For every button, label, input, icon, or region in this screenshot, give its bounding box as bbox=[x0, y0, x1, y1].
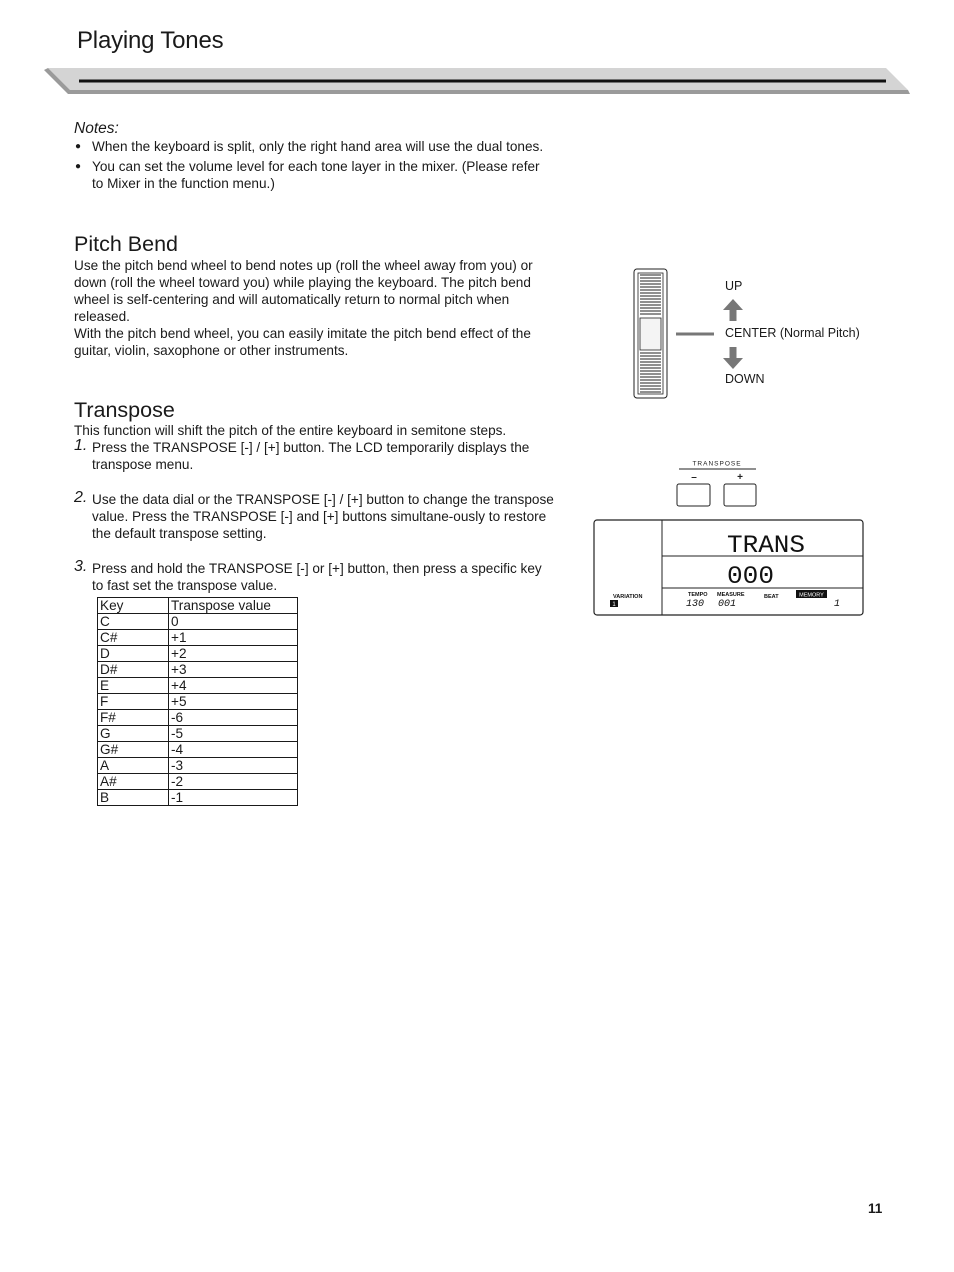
table-row bbox=[98, 742, 298, 758]
table-header-cell: Transpose value bbox=[169, 598, 298, 614]
pitch-bend-heading: Pitch Bend bbox=[74, 232, 178, 256]
transpose-value-cell: +3 bbox=[169, 662, 298, 678]
center-label: CENTER (Normal Pitch) bbox=[725, 326, 860, 340]
tempo-value: 130 bbox=[686, 599, 705, 610]
transpose-group-label: TRANSPOSE bbox=[692, 460, 742, 468]
transpose-value-cell: 0 bbox=[169, 614, 298, 630]
step-number: 1. bbox=[74, 437, 88, 454]
table-row bbox=[98, 758, 298, 774]
step-text: Press and hold the TRANSPOSE [-] or [+] button, then press a specific key to fast set the transpose value. bbox=[92, 561, 542, 593]
memory-value: 1 bbox=[834, 599, 841, 610]
pitch-bend-body bbox=[74, 257, 554, 359]
key-cell: D# bbox=[98, 662, 169, 678]
transpose-value-cell: +5 bbox=[169, 694, 298, 710]
step-number: 3. bbox=[74, 558, 88, 575]
key-cell: F bbox=[98, 694, 169, 710]
transpose-value-cell: -1 bbox=[169, 790, 298, 806]
transpose-step bbox=[74, 439, 554, 473]
transpose-value-cell: -2 bbox=[169, 774, 298, 790]
page-number: 11 bbox=[868, 1201, 883, 1216]
key-cell: C# bbox=[98, 630, 169, 646]
key-cell: G bbox=[98, 726, 169, 742]
transpose-value-cell: +1 bbox=[169, 630, 298, 646]
table-row bbox=[98, 790, 298, 806]
down-arrow-icon bbox=[723, 347, 743, 369]
notes-item: ● When the keyboard is split, only the right hand area will use the dual tones. bbox=[74, 138, 552, 155]
transpose-value-cell: -6 bbox=[169, 710, 298, 726]
variation-value: 1 bbox=[612, 602, 616, 608]
table-header-row bbox=[98, 598, 298, 614]
transpose-value-cell: -5 bbox=[169, 726, 298, 742]
table-row bbox=[98, 694, 298, 710]
header-divider-bar bbox=[44, 66, 910, 96]
table-row bbox=[98, 774, 298, 790]
key-cell: A bbox=[98, 758, 169, 774]
transpose-value-cell: -4 bbox=[169, 742, 298, 758]
lcd-line2: 000 bbox=[727, 562, 774, 591]
key-cell: G# bbox=[98, 742, 169, 758]
table-row bbox=[98, 630, 298, 646]
key-cell: A# bbox=[98, 774, 169, 790]
notes-heading: Notes: bbox=[74, 120, 119, 137]
transpose-heading: Transpose bbox=[74, 398, 175, 422]
table-row bbox=[98, 710, 298, 726]
transpose-minus-button[interactable] bbox=[677, 484, 710, 506]
transpose-plus-button[interactable] bbox=[724, 484, 756, 506]
variation-label: VARIATION bbox=[613, 594, 643, 600]
table-row bbox=[98, 646, 298, 662]
plus-label: + bbox=[737, 472, 743, 483]
memory-label: MEMORY bbox=[799, 592, 824, 599]
down-label: DOWN bbox=[725, 372, 765, 386]
key-cell: D bbox=[98, 646, 169, 662]
step-number: 2. bbox=[74, 489, 88, 506]
pitch-bend-wheel-icon bbox=[634, 269, 667, 398]
transpose-value-cell: +2 bbox=[169, 646, 298, 662]
notes-item: ● You can set the volume level for each tone layer in the mixer. (Please refer to Mixer in the function menu.) bbox=[74, 158, 552, 192]
key-cell: F# bbox=[98, 710, 169, 726]
page-title: Playing Tones bbox=[77, 27, 224, 54]
transpose-key-table bbox=[97, 597, 298, 806]
notes-list bbox=[74, 138, 552, 195]
measure-label: MEASURE bbox=[717, 592, 745, 598]
minus-label: – bbox=[691, 472, 697, 483]
transpose-value-cell: -3 bbox=[169, 758, 298, 774]
step-text: Press the TRANSPOSE [-] / [+] button. The LCD temporarily displays the transpose menu. bbox=[92, 440, 530, 472]
transpose-button-panel bbox=[674, 456, 764, 510]
up-label: UP bbox=[725, 279, 743, 293]
measure-value: 001 bbox=[718, 599, 737, 610]
lcd-display bbox=[593, 519, 865, 617]
key-cell: E bbox=[98, 678, 169, 694]
up-arrow-icon bbox=[723, 299, 743, 321]
pitch-bend-paragraph: With the pitch bend wheel, you can easily imitate the pitch bend effect of the guitar, violin, saxophone or other instruments. bbox=[74, 326, 531, 358]
step-text: Use the data dial or the TRANSPOSE [-] / [+] button to change the transpose value. Press the TRANSPOSE [-] and [+] buttons simultane-ously to restore the default transpose setting. bbox=[92, 492, 554, 541]
key-cell: C bbox=[98, 614, 169, 630]
transpose-value-cell: +4 bbox=[169, 678, 298, 694]
transpose-step bbox=[74, 560, 554, 594]
table-header-cell: Key bbox=[98, 598, 169, 614]
key-cell: B bbox=[98, 790, 169, 806]
beat-label: BEAT bbox=[764, 594, 779, 600]
pitch-bend-paragraph: Use the pitch bend wheel to bend notes up (roll the wheel away from you) or down (roll the wheel toward you) while playing the keyboard. The pitch bend wheel is self-centering and will automatically return to normal pitch when released. bbox=[74, 258, 533, 324]
lcd-line1: TRANS bbox=[727, 531, 805, 560]
transpose-step bbox=[74, 491, 554, 542]
table-row bbox=[98, 614, 298, 630]
table-row bbox=[98, 726, 298, 742]
table-row bbox=[98, 678, 298, 694]
transpose-intro: This function will shift the pitch of the entire keyboard in semitone steps. bbox=[74, 423, 507, 438]
table-row bbox=[98, 662, 298, 678]
tempo-label: TEMPO bbox=[688, 592, 708, 598]
